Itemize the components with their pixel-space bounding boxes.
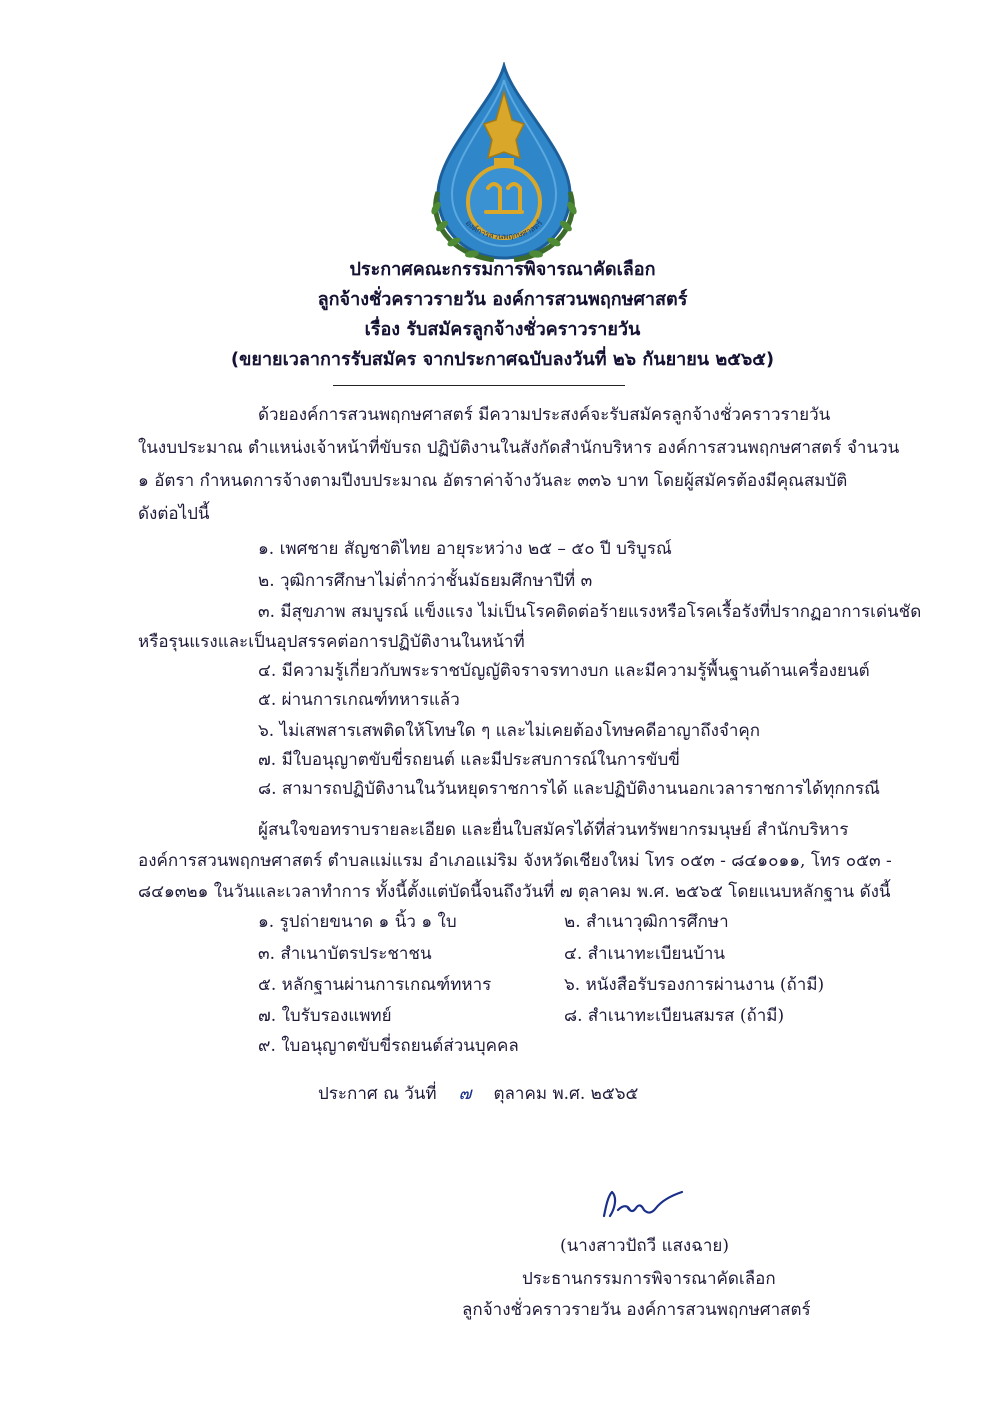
document-item-6: ๖. หนังสือรับรองการผ่านงาน (ถ้ามี) [564, 975, 825, 995]
announcement-title-line-2: ลูกจ้างชั่วคราวรายวัน องค์การสวนพฤกษศาสตร์ [317, 289, 688, 310]
document-item-4: ๔. สำเนาทะเบียนบ้าน [564, 944, 726, 964]
qualification-item-2: ๒. วุฒิการศึกษาไม่ต่ำกว่าชั้นมัธยมศึกษาปีที่ ๓ [258, 571, 593, 591]
signatory-committee: ลูกจ้างชั่วคราวรายวัน องค์การสวนพฤกษศาสตร์ [462, 1300, 811, 1320]
document-item-9: ๙. ใบอนุญาตขับขี่รถยนต์ส่วนบุคคล [258, 1036, 519, 1056]
contact-line-1: ผู้สนใจขอทราบรายละเอียด และยื่นใบสมัครได้ที่ส่วนทรัพยากรมนุษย์ สำนักบริหาร [258, 820, 849, 840]
announcement-subject: เรื่อง รับสมัครลูกจ้างชั่วคราวรายวัน [364, 319, 641, 340]
document-item-5: ๕. หลักฐานผ่านการเกณฑ์ทหาร [258, 975, 492, 995]
title-divider [333, 385, 625, 386]
document-item-2: ๒. สำเนาวุฒิการศึกษา [564, 912, 729, 932]
qualification-item-5: ๕. ผ่านการเกณฑ์ทหารแล้ว [258, 690, 460, 710]
contact-line-3: ๘๔๑๓๒๑ ในวันและเวลาทำการ ทั้งนี้ตั้งแต่บัดนี้จนถึงวันที่ ๗ ตุลาคม พ.ศ. ๒๕๖๕ โดยแนบหลักฐาน ดังนี้ [138, 882, 891, 902]
announcement-extension-note: (ขยายเวลาการรับสมัคร จากประกาศฉบับลงวันที่ ๒๖ กันยายน ๒๕๖๕) [230, 349, 775, 370]
contact-line-2: องค์การสวนพฤกษศาสตร์ ตำบลแม่แรม อำเภอแม่ริม จังหวัดเชียงใหม่ โทร ๐๕๓ - ๘๔๑๐๑๑, โทร ๐๕๓ - [138, 851, 892, 871]
announcement-day-handwritten: ๗ [458, 1084, 472, 1104]
signatory-position: ประธานกรรมการพิจารณาคัดเลือก [522, 1269, 776, 1289]
announcement-title-line-1: ประกาศคณะกรรมการพิจารณาคัดเลือก [349, 259, 656, 280]
document-item-1: ๑. รูปถ่ายขนาด ๑ นิ้ว ๑ ใบ [258, 912, 457, 932]
handwritten-signature [598, 1188, 688, 1222]
qualification-item-7: ๗. มีใบอนุญาตขับขี่รถยนต์ และมีประสบการณ์ในการขับขี่ [258, 750, 680, 770]
document-item-7: ๗. ใบรับรองแพทย์ [258, 1006, 392, 1026]
emblem-text: องค์การสวนพฤกษศาสตร์ [463, 218, 545, 242]
intro-line-2: ในงบประมาณ ตำแหน่งเจ้าหน้าที่ขับรถ ปฏิบัติงานในสังกัดสำนักบริหาร องค์การสวนพฤกษศาสตร์ จำนวน [138, 438, 900, 458]
intro-line-1: ด้วยองค์การสวนพฤกษศาสตร์ มีความประสงค์จะรับสมัครลูกจ้างชั่วคราวรายวัน [258, 405, 831, 425]
qualification-item-6: ๖. ไม่เสพสารเสพติดให้โทษใด ๆ และไม่เคยต้องโทษคดีอาญาถึงจำคุก [258, 721, 761, 741]
organization-emblem-logo [398, 62, 610, 262]
qualification-item-4: ๔. มีความรู้เกี่ยวกับพระราชบัญญัติจราจรทางบก และมีความรู้พื้นฐานด้านเครื่องยนต์ [258, 661, 870, 681]
announcement-date-prefix: ประกาศ ณ วันที่ [318, 1084, 437, 1104]
qualification-item-8: ๘. สามารถปฏิบัติงานในวันหยุดราชการได้ และปฏิบัติงานนอกเวลาราชการได้ทุกกรณี [258, 779, 880, 799]
announcement-date [318, 1083, 638, 1105]
document-item-8: ๘. สำเนาทะเบียนสมรส (ถ้ามี) [564, 1006, 785, 1026]
signatory-name: (นางสาวปัถวี แสงฉาย) [560, 1236, 729, 1256]
qualification-item-1: ๑. เพศชาย สัญชาติไทย อายุระหว่าง ๒๕ – ๕๐ ปี บริบูรณ์ [258, 539, 672, 559]
qualification-item-3: ๓. มีสุขภาพ สมบูรณ์ แข็งแรง ไม่เป็นโรคติดต่อร้ายแรงหรือโรคเรื้อรังที่ปรากฏอาการเด่นชัด [258, 602, 922, 622]
qualification-item-3-cont: หรือรุนแรงและเป็นอุปสรรคต่อการปฏิบัติงานในหน้าที่ [138, 632, 525, 652]
announcement-date-suffix: ตุลาคม พ.ศ. ๒๕๖๕ [493, 1084, 639, 1104]
intro-line-4: ดังต่อไปนี้ [138, 504, 210, 524]
intro-line-3: ๑ อัตรา กำหนดการจ้างตามปีงบประมาณ อัตราค่าจ้างวันละ ๓๓๖ บาท โดยผู้สมัครต้องมีคุณสมบัติ [138, 471, 848, 491]
document-item-3: ๓. สำเนาบัตรประชาชน [258, 944, 432, 964]
